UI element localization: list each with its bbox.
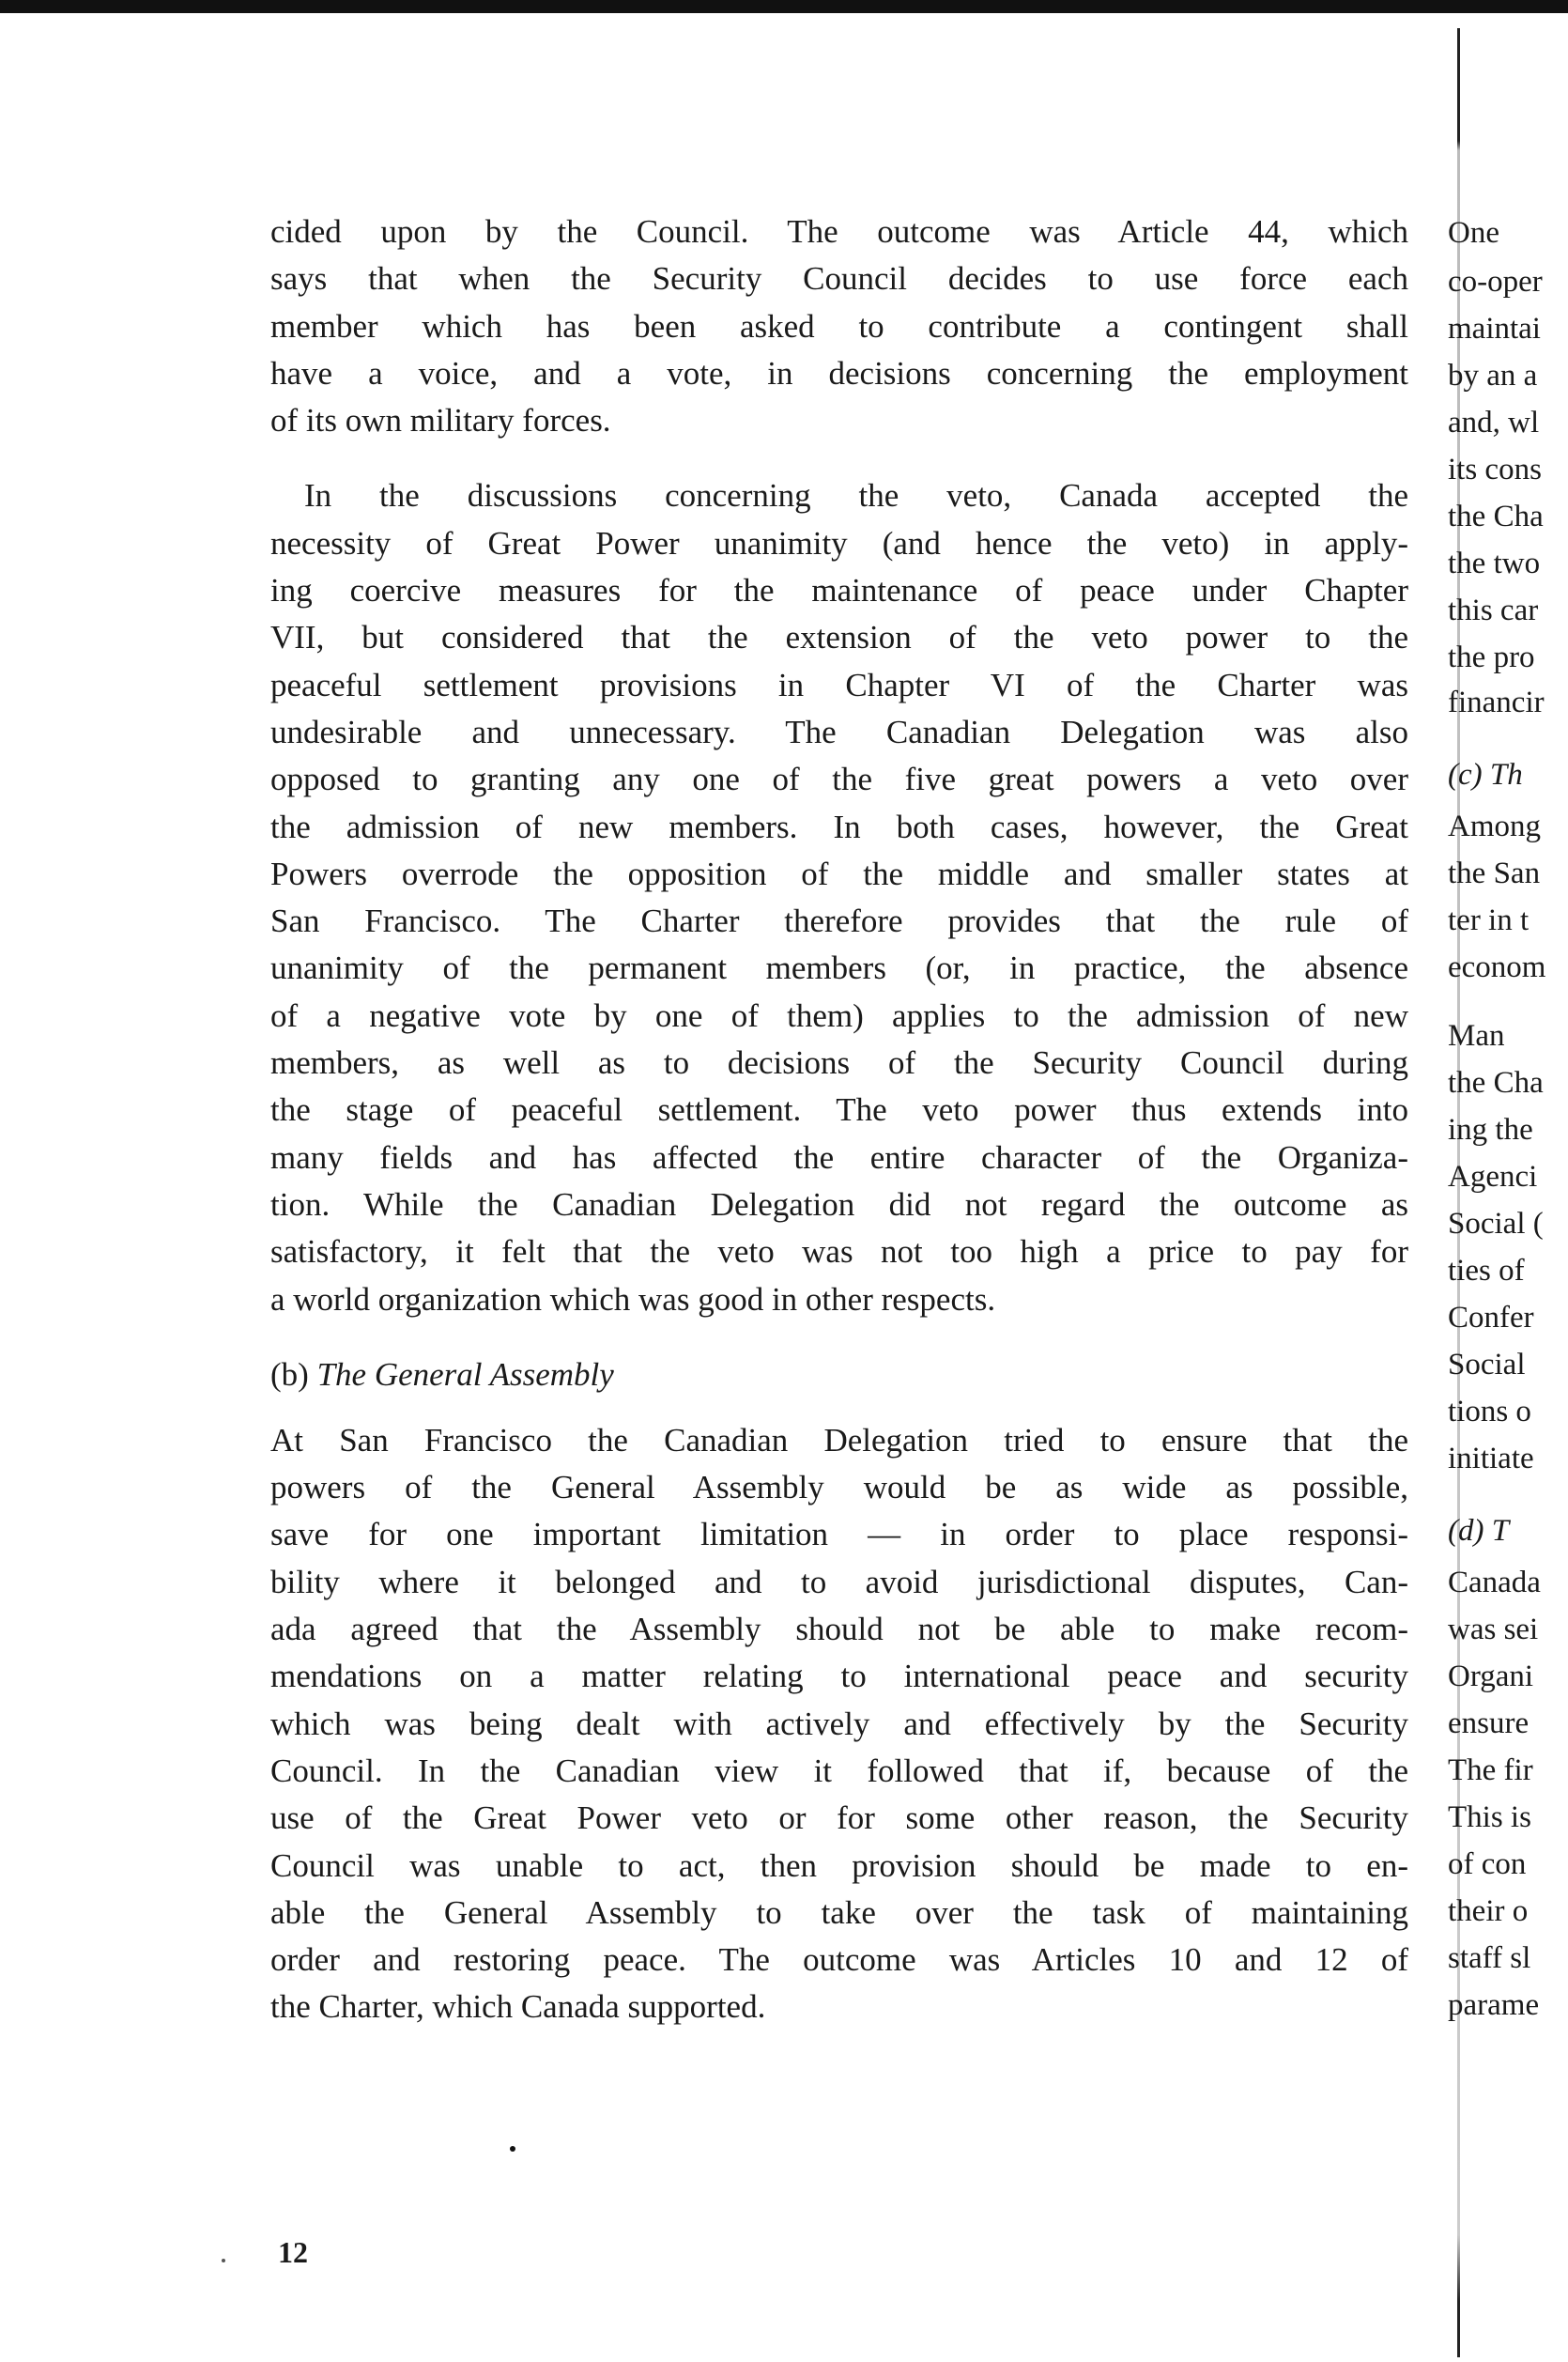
cropped-text-fragment: initiate <box>1448 1442 1534 1475</box>
cropped-text-fragment: Confer <box>1448 1301 1534 1335</box>
text-line: Council was unable to act, then provision should be made to en- <box>270 1846 1408 1884</box>
cropped-text-fragment: this car <box>1448 594 1539 627</box>
cropped-text-fragment: This is <box>1448 1800 1531 1834</box>
cropped-text-fragment: econom <box>1448 950 1546 984</box>
cropped-text-fragment: Organi <box>1448 1660 1534 1693</box>
cropped-text-fragment: ties of <box>1448 1254 1525 1288</box>
text-line: save for one important limitation — in order to place responsi- <box>270 1516 1408 1553</box>
text-line: a world organization which was good in other respects. <box>270 1280 996 1318</box>
text-line: At San Francisco the Canadian Delegation tried to ensure that the <box>270 1421 1408 1459</box>
cropped-text-fragment: of con <box>1448 1847 1527 1881</box>
section-subheading <box>270 1351 1408 1398</box>
text-line: of a negative vote by one of them) applies to the admission of new <box>270 996 1408 1034</box>
cropped-text-fragment: staff sl <box>1448 1941 1531 1975</box>
text-line: says that when the Security Council decides to use force each <box>270 260 1408 298</box>
cropped-text-fragment: their o <box>1448 1894 1529 1928</box>
stray-ink-mark <box>222 2259 225 2262</box>
text-line: members, as well as to decisions of the Security Council during <box>270 1044 1408 1082</box>
subheading-title: The General Assembly <box>316 1355 614 1393</box>
text-line: which was being dealt with actively and effectively by the Security <box>270 1705 1408 1742</box>
text-line: satisfactory, it felt that the veto was not too high a price to pay for <box>270 1233 1408 1271</box>
text-line: Powers overrode the opposition of the middle and smaller states at <box>270 855 1408 892</box>
cropped-text-fragment: and, wl <box>1448 406 1540 440</box>
paragraph-1 <box>270 208 1408 444</box>
cropped-text-fragment: the Cha <box>1448 500 1544 533</box>
cropped-text-fragment: financir <box>1448 686 1545 719</box>
text-line: use of the Great Power veto or for some other reason, the Security <box>270 1799 1408 1837</box>
cropped-text-fragment: maintai <box>1448 312 1541 346</box>
text-line: the Charter, which Canada supported. <box>270 1988 766 2026</box>
text-line: ada agreed that the Assembly should not be able to make recom- <box>270 1611 1408 1648</box>
text-line: powers of the General Assembly would be as wide as possible, <box>270 1469 1408 1506</box>
text-line: the admission of new members. In both cases, however, the Great <box>270 808 1408 845</box>
cropped-text-fragment: Social <box>1448 1348 1526 1382</box>
text-line: able the General Assembly to take over the task of maintaining <box>270 1893 1408 1931</box>
cropped-text-fragment: the Cha <box>1448 1066 1544 1100</box>
text-line: In the discussions concerning the veto, Canada accepted the <box>304 477 1408 515</box>
cropped-text-fragment: the pro <box>1448 641 1535 674</box>
cropped-text-fragment: ensure <box>1448 1706 1530 1740</box>
page-top-edge <box>0 0 1568 13</box>
cropped-text-fragment: Man <box>1448 1019 1505 1053</box>
cropped-text-fragment: was sei <box>1448 1613 1539 1646</box>
cropped-text-fragment: One <box>1448 216 1499 250</box>
cropped-text-fragment: Agenci <box>1448 1160 1538 1194</box>
text-line: many fields and has affected the entire character of the Organiza- <box>270 1138 1408 1176</box>
cropped-text-fragment: the two <box>1448 547 1541 580</box>
cropped-text-fragment: tions o <box>1448 1395 1531 1428</box>
cropped-text-fragment: The fir <box>1448 1753 1533 1787</box>
cropped-text-fragment: Canada <box>1448 1566 1541 1599</box>
text-line: Council. In the Canadian view it followed that if, because of the <box>270 1752 1408 1789</box>
page-number: 12 <box>278 2235 308 2269</box>
text-line: ing coercive measures for the maintenance of peace under Chapter <box>270 572 1408 610</box>
cropped-text-fragment: ing the <box>1448 1113 1533 1147</box>
cropped-text-fragment: Among <box>1448 810 1541 843</box>
text-line: have a voice, and a vote, in decisions concerning the employment <box>270 354 1408 392</box>
cropped-text-fragment: by an a <box>1448 359 1538 393</box>
cropped-text-fragment: co-oper <box>1448 265 1543 299</box>
stray-ink-mark <box>510 2146 515 2152</box>
text-line: the stage of peaceful settlement. The veto power thus extends into <box>270 1091 1408 1129</box>
cropped-text-fragment: (c) Th <box>1448 758 1523 792</box>
text-line: opposed to granting any one of the five great powers a veto over <box>270 761 1408 798</box>
cropped-text-fragment: the San <box>1448 857 1541 890</box>
text-line: order and restoring peace. The outcome was Articles 10 and 12 of <box>270 1941 1408 1979</box>
text-line: cided upon by the Council. The outcome was Article 44, which <box>270 213 1408 250</box>
text-line: member which has been asked to contribute a contingent shall <box>270 307 1408 345</box>
cropped-text-fragment: ter in t <box>1448 903 1530 937</box>
text-line: necessity of Great Power unanimity (and hence the veto) in apply- <box>270 524 1408 562</box>
text-line: tion. While the Canadian Delegation did not regard the outcome as <box>270 1185 1408 1223</box>
subheading-label: (b) <box>270 1355 309 1393</box>
cropped-text-fragment: its cons <box>1448 453 1542 486</box>
text-line: unanimity of the permanent members (or, in practice, the absence <box>270 949 1408 987</box>
left-column <box>270 208 1408 2031</box>
text-line: VII, but considered that the extension of the veto power to the <box>270 619 1408 656</box>
cropped-text-fragment: (d) T <box>1448 1514 1510 1548</box>
paragraph-3 <box>270 1417 1408 2031</box>
cropped-text-fragment: Social ( <box>1448 1207 1544 1241</box>
cropped-text-fragment: parame <box>1448 1988 1540 2022</box>
paragraph-2 <box>270 472 1408 1322</box>
text-line: of its own military forces. <box>270 402 611 440</box>
text-line: bility where it belonged and to avoid jurisdictional disputes, Can- <box>270 1563 1408 1600</box>
text-line: undesirable and unnecessary. The Canadian Delegation was also <box>270 713 1408 750</box>
text-line: San Francisco. The Charter therefore provides that the rule of <box>270 903 1408 940</box>
text-line: peaceful settlement provisions in Chapter VI of the Charter was <box>270 666 1408 703</box>
text-line: mendations on a matter relating to international peace and security <box>270 1658 1408 1695</box>
